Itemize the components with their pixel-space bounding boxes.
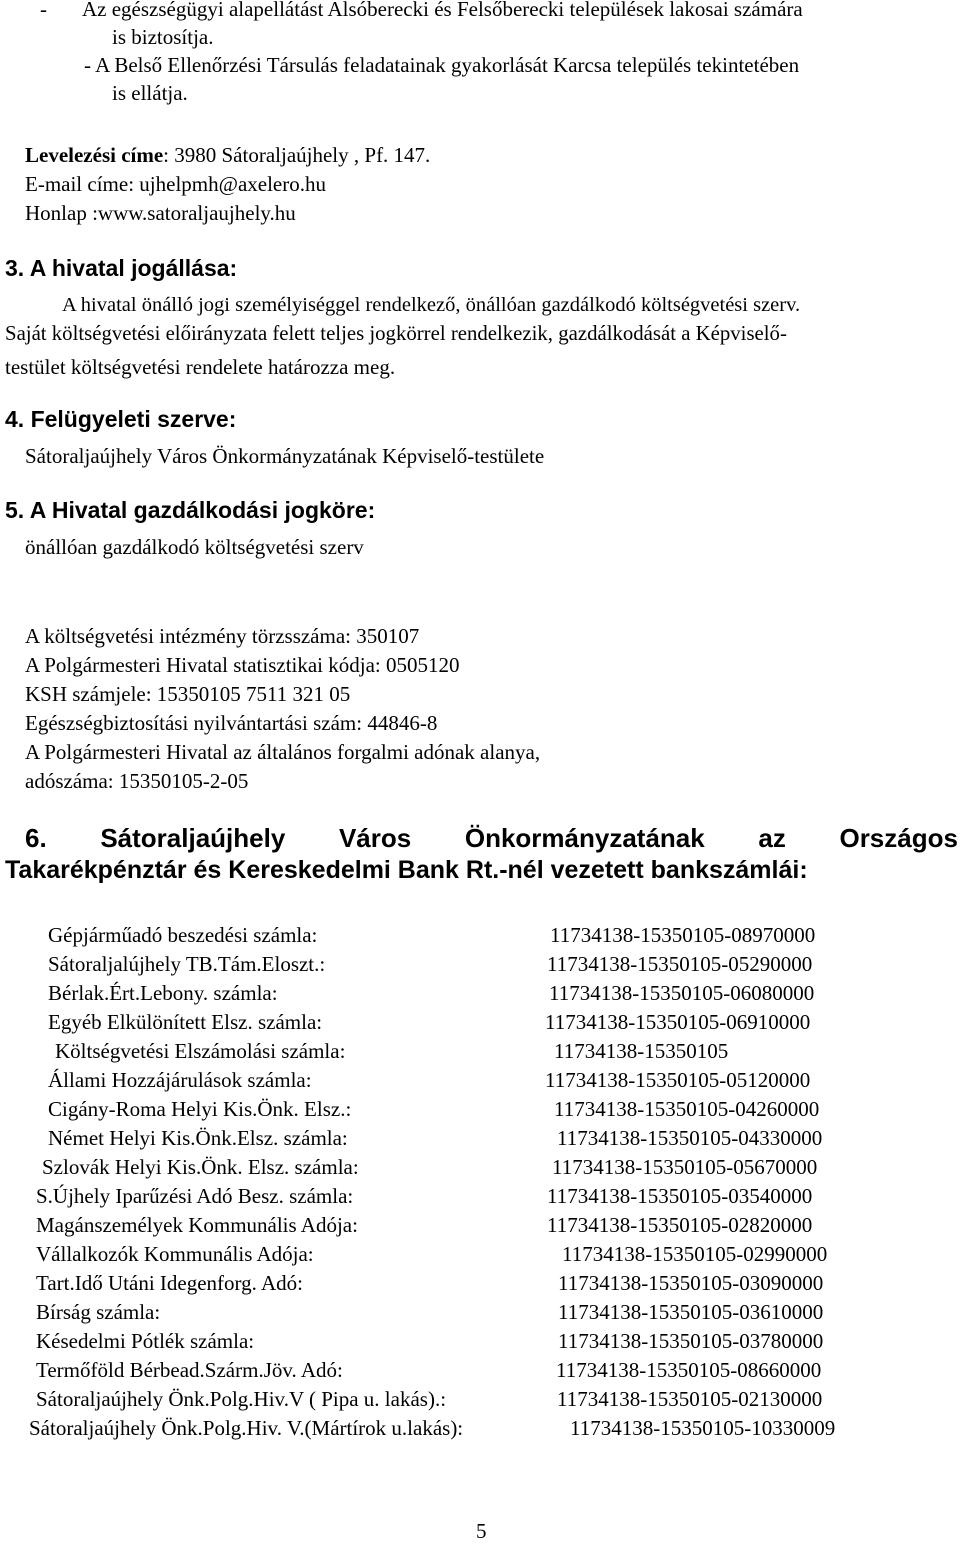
heading-word: Sátoraljaújhely bbox=[100, 823, 286, 853]
postal-label: Levelezési címe bbox=[25, 143, 164, 167]
account-number: 11734138-15350105 bbox=[554, 1039, 729, 1063]
section3-heading: 3. A hivatal jogállása: bbox=[5, 255, 238, 281]
section5-heading: 5. A Hivatal gazdálkodási jogköre: bbox=[5, 497, 376, 523]
intro-dash: - bbox=[40, 0, 47, 21]
identifier-line: A Polgármesteri Hivatal statisztikai kódja: 0505120 bbox=[25, 653, 460, 677]
account-number: 11734138-15350105-04260000 bbox=[554, 1097, 820, 1121]
intro-line: Az egészségügyi alapellátást Alsóberecki és Felsőberecki települések lakosai számára bbox=[82, 0, 803, 21]
section4-heading: 4. Felügyeleti szerve: bbox=[5, 406, 237, 432]
heading-word: Város bbox=[338, 823, 412, 853]
account-number: 11734138-15350105-03540000 bbox=[547, 1184, 813, 1208]
heading-word: 6. bbox=[25, 823, 47, 853]
account-number: 11734138-15350105-03610000 bbox=[558, 1300, 824, 1324]
account-number: 11734138-15350105-06080000 bbox=[549, 981, 815, 1005]
account-label: Vállalkozók Kommunális Adója: bbox=[36, 1242, 314, 1266]
website-label: Honlap : bbox=[25, 201, 98, 225]
website-link[interactable]: www.satoraljaujhely.hu bbox=[97, 201, 296, 225]
account-label: Költségvetési Elszámolási számla: bbox=[55, 1039, 346, 1063]
account-number: 11734138-15350105-03090000 bbox=[558, 1271, 824, 1295]
identifier-line: A költségvetési intézmény törzsszáma: 350107 bbox=[25, 624, 420, 648]
intro-line: - A Belső Ellenőrzési Társulás feladatainak gyakorlását Karcsa település tekintetében bbox=[84, 53, 800, 77]
intro-line: is biztosítja. bbox=[112, 25, 214, 49]
account-number: 11734138-15350105-02990000 bbox=[562, 1242, 828, 1266]
account-label: Tart.Idő Utáni Idegenforg. Adó: bbox=[36, 1271, 303, 1295]
identifier-line: KSH számjele: 15350105 7511 321 05 bbox=[25, 682, 351, 706]
heading-word: az bbox=[758, 823, 786, 853]
email-link[interactable]: ujhelpmh@axelero.hu bbox=[139, 172, 326, 196]
email-label: E-mail címe: bbox=[25, 172, 140, 196]
account-label: S.Újhely Iparűzési Adó Besz. számla: bbox=[36, 1184, 354, 1208]
account-label: Késedelmi Pótlék számla: bbox=[36, 1329, 255, 1353]
email-line bbox=[25, 172, 326, 197]
heading-word: Önkormányzatának bbox=[464, 823, 705, 853]
account-label: Állami Hozzájárulások számla: bbox=[48, 1068, 312, 1092]
account-number: 11734138-15350105-05120000 bbox=[545, 1068, 811, 1092]
section3-line: A hivatal önálló jogi személyiséggel rendelkező, önállóan gazdálkodó költségvetési szerv. bbox=[62, 294, 801, 316]
account-number: 11734138-15350105-10330009 bbox=[570, 1416, 836, 1440]
postal-address bbox=[25, 143, 430, 168]
account-label: Egyéb Elkülönített Elsz. számla: bbox=[48, 1010, 323, 1034]
account-label: Cigány-Roma Helyi Kis.Önk. Elsz.: bbox=[48, 1097, 352, 1121]
section5-body: önállóan gazdálkodó költségvetési szerv bbox=[25, 535, 364, 559]
account-label: Német Helyi Kis.Önk.Elsz. számla: bbox=[48, 1126, 348, 1150]
identifier-line: A Polgármesteri Hivatal az általános forgalmi adónak alanya, bbox=[25, 740, 541, 764]
account-label: Szlovák Helyi Kis.Önk. Elsz. számla: bbox=[42, 1155, 359, 1179]
account-number: 11734138-15350105-05290000 bbox=[547, 952, 813, 976]
postal-value: : 3980 Sátoraljaújhely , Pf. 147. bbox=[163, 143, 431, 167]
account-number: 11734138-15350105-02130000 bbox=[557, 1387, 823, 1411]
heading-word: Országos bbox=[839, 823, 958, 853]
section6-heading-line2: Takarékpénztár és Kereskedelmi Bank Rt.-nél vezetett bankszámlái: bbox=[5, 856, 808, 884]
account-label: Sátoraljalújhely TB.Tám.Eloszt.: bbox=[48, 952, 326, 976]
identifier-line: Egészségbiztosítási nyilvántartási szám: 44846-8 bbox=[25, 711, 438, 735]
account-number: 11734138-15350105-08660000 bbox=[556, 1358, 822, 1382]
account-label: Gépjárműadó beszedési számla: bbox=[48, 923, 318, 947]
account-number: 11734138-15350105-02820000 bbox=[547, 1213, 813, 1237]
intro-line: is ellátja. bbox=[112, 81, 188, 105]
page-number: 5 bbox=[476, 1519, 487, 1543]
section4-body: Sátoraljaújhely Város Önkormányzatának Képviselő-testülete bbox=[25, 444, 545, 468]
account-label: Termőföld Bérbead.Szárm.Jöv. Adó: bbox=[36, 1358, 343, 1382]
account-number: 11734138-15350105-05670000 bbox=[552, 1155, 818, 1179]
identifier-line: adószáma: 15350105-2-05 bbox=[25, 769, 249, 793]
account-label: Sátoraljaújhely Önk.Polg.Hiv.V ( Pipa u. lakás).: bbox=[36, 1387, 447, 1411]
account-label: Sátoraljaújhely Önk.Polg.Hiv. V.(Mártírok u.lakás): bbox=[29, 1416, 464, 1440]
account-label: Magánszemélyek Kommunális Adója: bbox=[36, 1213, 358, 1237]
section6-heading-line1 bbox=[25, 823, 958, 854]
account-number: 11734138-15350105-06910000 bbox=[545, 1010, 811, 1034]
website-line bbox=[25, 201, 296, 226]
account-number: 11734138-15350105-08970000 bbox=[550, 923, 816, 947]
account-label: Bérlak.Ért.Lebony. számla: bbox=[48, 981, 278, 1005]
section3-line: Saját költségvetési előirányzata felett teljes jogkörrel rendelkezik, gazdálkodását a Képviselő- bbox=[5, 322, 787, 345]
section3-line: testület költségvetési rendelete határozza meg. bbox=[5, 355, 396, 379]
account-label: Bírság számla: bbox=[36, 1300, 161, 1324]
account-number: 11734138-15350105-03780000 bbox=[558, 1329, 824, 1353]
account-number: 11734138-15350105-04330000 bbox=[557, 1126, 823, 1150]
